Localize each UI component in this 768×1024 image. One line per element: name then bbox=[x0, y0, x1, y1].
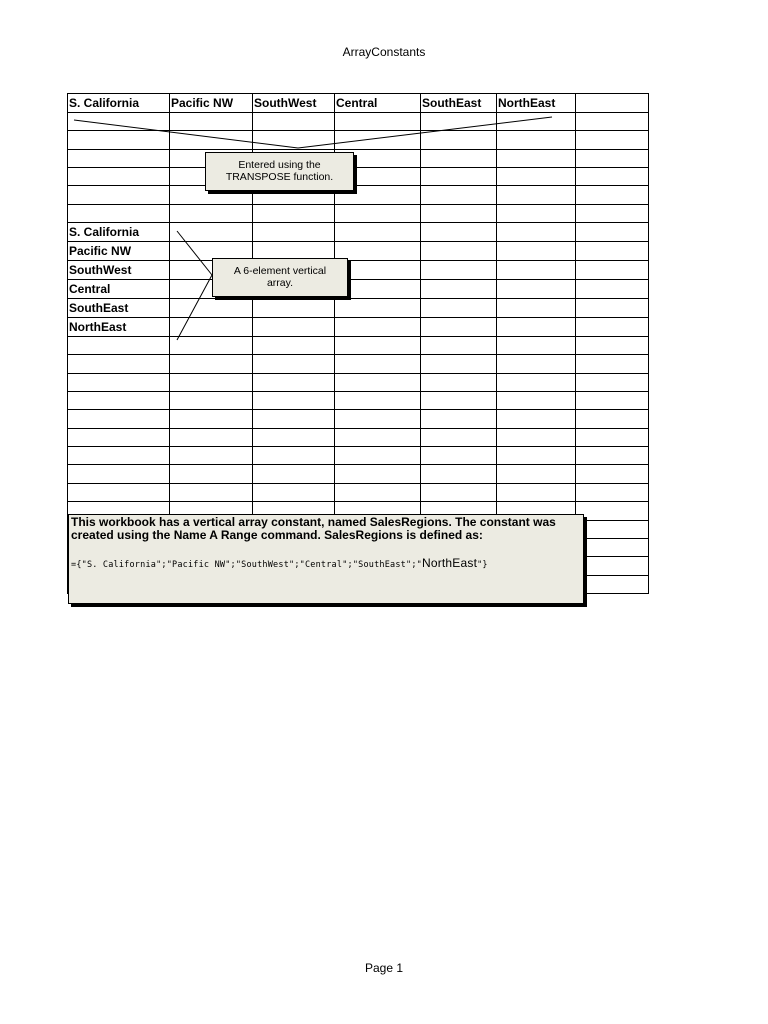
grid-cell[interactable] bbox=[68, 204, 170, 222]
grid-cell[interactable] bbox=[497, 204, 576, 222]
grid-cell[interactable] bbox=[421, 242, 497, 261]
grid-cell[interactable] bbox=[253, 428, 335, 446]
grid-row bbox=[68, 94, 649, 113]
grid-cell[interactable] bbox=[421, 337, 497, 355]
grid-cell[interactable]: SouthWest bbox=[68, 261, 170, 280]
grid-cell[interactable]: Central bbox=[68, 280, 170, 299]
grid-cell[interactable] bbox=[576, 131, 649, 149]
grid-cell[interactable] bbox=[68, 483, 170, 501]
grid-row bbox=[68, 392, 649, 410]
grid-cell[interactable] bbox=[497, 113, 576, 131]
grid-cell[interactable] bbox=[576, 355, 649, 373]
grid-cell[interactable] bbox=[576, 447, 649, 465]
grid-cell[interactable] bbox=[253, 483, 335, 501]
grid-cell[interactable] bbox=[576, 483, 649, 501]
grid-cell[interactable] bbox=[576, 168, 649, 186]
grid-cell[interactable] bbox=[576, 337, 649, 355]
grid-cell[interactable] bbox=[421, 355, 497, 373]
grid-cell[interactable] bbox=[68, 131, 170, 149]
grid-cell[interactable] bbox=[576, 94, 649, 113]
grid-cell[interactable] bbox=[253, 131, 335, 149]
grid-cell[interactable]: SouthEast bbox=[421, 94, 497, 113]
grid-cell[interactable] bbox=[576, 261, 649, 280]
grid-cell[interactable] bbox=[68, 428, 170, 446]
grid-row bbox=[68, 261, 649, 280]
grid-cell[interactable] bbox=[170, 410, 253, 428]
grid-cell[interactable] bbox=[576, 204, 649, 222]
grid-cell[interactable] bbox=[170, 299, 253, 318]
grid-cell[interactable] bbox=[253, 373, 335, 391]
vertical-callout-line1: A 6-element vertical bbox=[233, 265, 327, 277]
transpose-callout-line1: Entered using the bbox=[238, 159, 321, 171]
grid-cell[interactable] bbox=[253, 392, 335, 410]
grid-cell[interactable] bbox=[335, 131, 421, 149]
grid-row bbox=[68, 373, 649, 391]
grid-cell[interactable] bbox=[421, 428, 497, 446]
grid-row bbox=[68, 483, 649, 501]
grid-cell[interactable] bbox=[335, 318, 421, 337]
grid-cell[interactable] bbox=[497, 149, 576, 167]
grid-cell[interactable] bbox=[253, 204, 335, 222]
grid-row bbox=[68, 447, 649, 465]
grid-cell[interactable] bbox=[335, 299, 421, 318]
grid-cell[interactable] bbox=[497, 465, 576, 483]
grid-cell[interactable] bbox=[421, 483, 497, 501]
grid-cell[interactable] bbox=[170, 337, 253, 355]
grid-cell[interactable] bbox=[253, 318, 335, 337]
grid-cell[interactable] bbox=[170, 428, 253, 446]
grid-cell[interactable] bbox=[170, 318, 253, 337]
grid-cell[interactable] bbox=[68, 447, 170, 465]
grid-cell[interactable] bbox=[421, 318, 497, 337]
grid-row bbox=[68, 113, 649, 131]
grid-cell[interactable] bbox=[68, 373, 170, 391]
grid-cell[interactable] bbox=[497, 410, 576, 428]
grid-cell[interactable] bbox=[497, 428, 576, 446]
grid-cell[interactable] bbox=[576, 113, 649, 131]
grid-cell[interactable] bbox=[253, 410, 335, 428]
note-textbox bbox=[68, 514, 584, 604]
formula-suffix: "} bbox=[477, 560, 488, 570]
grid-cell[interactable] bbox=[170, 113, 253, 131]
grid-cell[interactable]: NorthEast bbox=[68, 318, 170, 337]
grid-cell[interactable] bbox=[497, 483, 576, 501]
grid-cell[interactable] bbox=[497, 447, 576, 465]
grid-cell[interactable]: S. California bbox=[68, 94, 170, 113]
grid-cell[interactable] bbox=[253, 337, 335, 355]
grid-cell[interactable] bbox=[335, 223, 421, 242]
grid-cell[interactable] bbox=[68, 355, 170, 373]
grid-cell[interactable] bbox=[497, 392, 576, 410]
grid-cell[interactable] bbox=[68, 149, 170, 167]
grid-row bbox=[68, 299, 649, 318]
grid-cell[interactable] bbox=[421, 447, 497, 465]
grid-cell[interactable] bbox=[497, 318, 576, 337]
grid-cell[interactable] bbox=[421, 280, 497, 299]
grid-cell[interactable] bbox=[335, 373, 421, 391]
grid-cell[interactable] bbox=[68, 168, 170, 186]
grid-cell[interactable] bbox=[497, 337, 576, 355]
grid-cell[interactable]: SouthEast bbox=[68, 299, 170, 318]
array-formula bbox=[71, 556, 581, 570]
grid-cell[interactable] bbox=[335, 428, 421, 446]
grid-cell[interactable] bbox=[421, 131, 497, 149]
grid-cell[interactable] bbox=[576, 538, 649, 556]
grid-cell[interactable] bbox=[170, 373, 253, 391]
grid-cell[interactable] bbox=[497, 223, 576, 242]
grid-cell[interactable] bbox=[576, 557, 649, 575]
grid-cell[interactable] bbox=[497, 131, 576, 149]
grid-cell[interactable] bbox=[576, 410, 649, 428]
grid-cell[interactable] bbox=[576, 575, 649, 593]
grid-row bbox=[68, 204, 649, 222]
grid-row bbox=[68, 168, 649, 186]
grid-cell[interactable] bbox=[421, 168, 497, 186]
grid-cell[interactable] bbox=[335, 355, 421, 373]
grid-cell[interactable] bbox=[576, 280, 649, 299]
grid-row bbox=[68, 149, 649, 167]
grid-cell[interactable]: Pacific NW bbox=[68, 242, 170, 261]
grid-cell[interactable] bbox=[421, 186, 497, 204]
grid-cell[interactable] bbox=[170, 355, 253, 373]
grid-cell[interactable] bbox=[497, 186, 576, 204]
grid-cell[interactable] bbox=[576, 149, 649, 167]
grid-cell[interactable] bbox=[497, 355, 576, 373]
grid-row bbox=[68, 186, 649, 204]
grid-cell[interactable] bbox=[421, 113, 497, 131]
grid-row bbox=[68, 280, 649, 299]
grid-cell[interactable] bbox=[576, 299, 649, 318]
grid-cell[interactable] bbox=[170, 223, 253, 242]
grid-cell[interactable] bbox=[497, 261, 576, 280]
grid-cell[interactable] bbox=[576, 242, 649, 261]
grid-cell[interactable] bbox=[68, 465, 170, 483]
grid-cell[interactable] bbox=[335, 392, 421, 410]
grid-cell[interactable] bbox=[170, 483, 253, 501]
vertical-callout-line2: array. bbox=[266, 277, 294, 289]
grid-cell[interactable] bbox=[421, 223, 497, 242]
grid-cell[interactable] bbox=[421, 410, 497, 428]
page-number: Page 1 bbox=[364, 961, 404, 975]
grid-cell[interactable] bbox=[421, 149, 497, 167]
grid-cell[interactable] bbox=[68, 186, 170, 204]
grid-cell[interactable] bbox=[421, 465, 497, 483]
grid-cell[interactable] bbox=[421, 373, 497, 391]
grid-cell[interactable] bbox=[68, 410, 170, 428]
grid-cell[interactable] bbox=[421, 261, 497, 280]
grid-cell[interactable] bbox=[576, 465, 649, 483]
grid-cell[interactable]: S. California bbox=[68, 223, 170, 242]
grid-cell[interactable] bbox=[576, 318, 649, 337]
grid-cell[interactable]: SouthWest bbox=[253, 94, 335, 113]
grid-cell[interactable] bbox=[335, 204, 421, 222]
grid-cell[interactable] bbox=[497, 242, 576, 261]
grid-cell[interactable] bbox=[576, 373, 649, 391]
grid-cell[interactable] bbox=[335, 337, 421, 355]
page-title: ArrayConstants bbox=[342, 45, 426, 59]
grid-cell[interactable] bbox=[421, 299, 497, 318]
grid-cell[interactable] bbox=[335, 483, 421, 501]
grid-cell[interactable] bbox=[68, 392, 170, 410]
grid-row bbox=[68, 223, 649, 242]
grid-cell[interactable] bbox=[576, 502, 649, 520]
grid-cell[interactable] bbox=[253, 113, 335, 131]
grid-cell[interactable] bbox=[576, 223, 649, 242]
grid-cell[interactable] bbox=[253, 355, 335, 373]
grid-cell[interactable] bbox=[335, 465, 421, 483]
grid-row bbox=[68, 355, 649, 373]
transpose-callout bbox=[205, 152, 354, 191]
grid-cell[interactable] bbox=[170, 392, 253, 410]
grid-cell[interactable] bbox=[497, 299, 576, 318]
note-text: This workbook has a vertical array constant, named SalesRegions. The constant was created using the Name A Range command. SalesRegions is defined as: bbox=[71, 515, 556, 542]
grid-cell[interactable]: Central bbox=[335, 94, 421, 113]
grid-row bbox=[68, 465, 649, 483]
grid-cell[interactable] bbox=[335, 113, 421, 131]
grid-cell[interactable] bbox=[170, 465, 253, 483]
grid-row bbox=[68, 131, 649, 149]
formula-last-item: NorthEast bbox=[421, 556, 478, 570]
vertical-array-callout bbox=[212, 258, 348, 297]
grid-cell[interactable] bbox=[576, 428, 649, 446]
grid-cell[interactable] bbox=[497, 168, 576, 186]
grid-cell[interactable] bbox=[253, 465, 335, 483]
grid-cell[interactable] bbox=[253, 223, 335, 242]
formula-prefix: ={"S. California";"Pacific NW";"SouthWest";"Central";"SouthEast";" bbox=[71, 560, 422, 570]
grid-cell[interactable] bbox=[253, 299, 335, 318]
grid-row bbox=[68, 428, 649, 446]
grid-cell[interactable] bbox=[497, 373, 576, 391]
grid-cell[interactable] bbox=[170, 131, 253, 149]
grid-row bbox=[68, 242, 649, 261]
grid-row bbox=[68, 318, 649, 337]
grid-cell[interactable] bbox=[421, 204, 497, 222]
grid-cell[interactable]: NorthEast bbox=[497, 94, 576, 113]
grid-cell[interactable] bbox=[497, 280, 576, 299]
grid-row bbox=[68, 410, 649, 428]
grid-cell[interactable] bbox=[421, 392, 497, 410]
grid-row bbox=[68, 337, 649, 355]
grid-cell[interactable] bbox=[170, 204, 253, 222]
grid-cell[interactable]: Pacific NW bbox=[170, 94, 253, 113]
grid-cell[interactable] bbox=[68, 337, 170, 355]
grid-cell[interactable] bbox=[576, 392, 649, 410]
grid-cell[interactable] bbox=[170, 447, 253, 465]
transpose-callout-line2: TRANSPOSE function. bbox=[225, 171, 334, 183]
grid-cell[interactable] bbox=[576, 186, 649, 204]
grid-cell[interactable] bbox=[335, 410, 421, 428]
grid-cell[interactable] bbox=[335, 447, 421, 465]
grid-cell[interactable] bbox=[68, 113, 170, 131]
grid-cell[interactable] bbox=[576, 520, 649, 538]
grid-cell[interactable] bbox=[253, 447, 335, 465]
